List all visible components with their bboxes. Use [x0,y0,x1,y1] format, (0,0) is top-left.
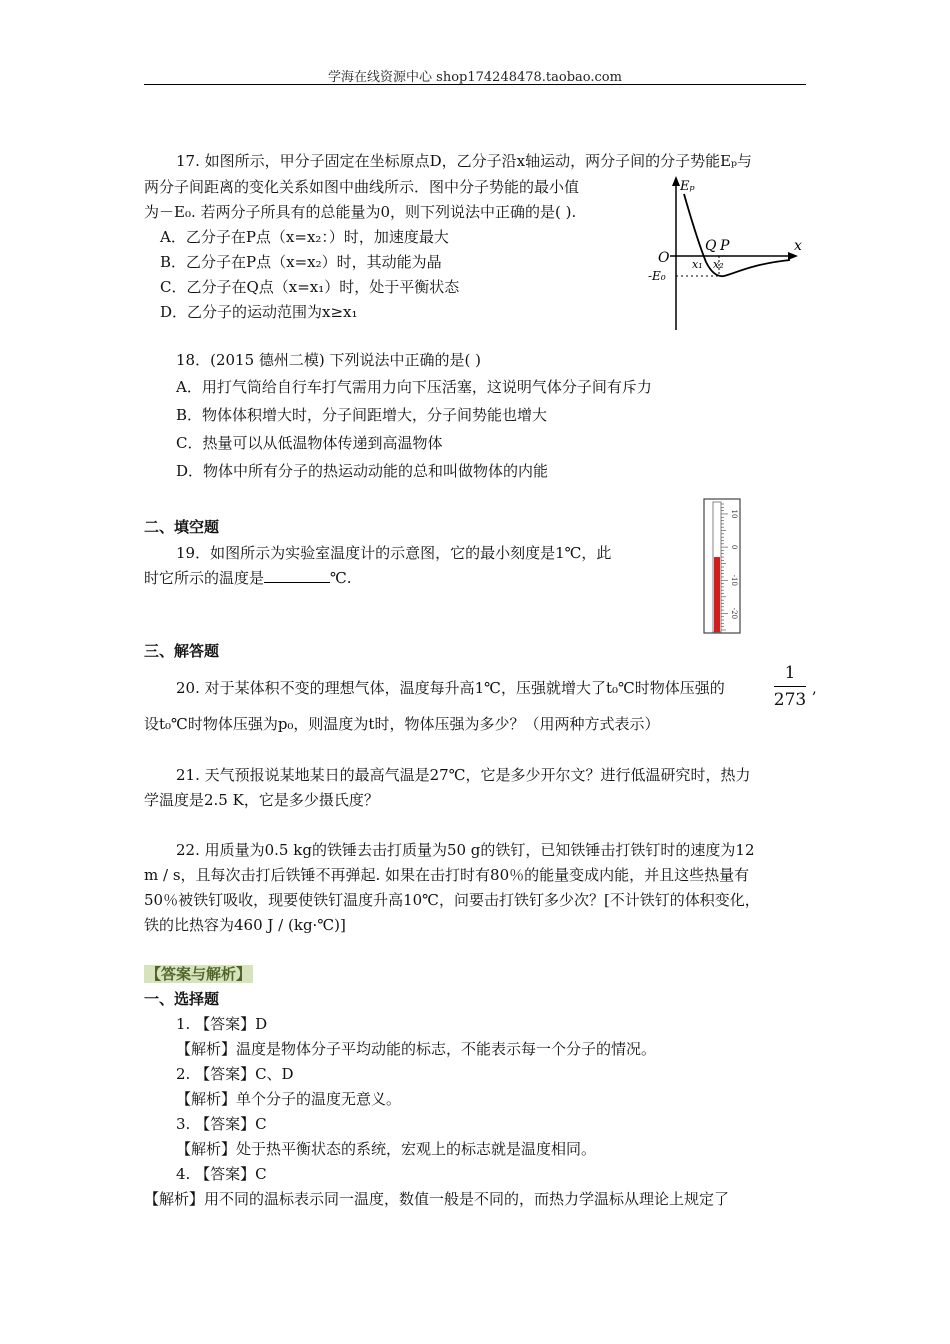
answers-section-1: 一、选择题 [144,990,220,1008]
q17-line1: 17. 如图所示，甲分子固定在坐标原点D，乙分子沿x轴运动，两分子间的分子势能Eₚ与 [176,152,753,170]
graph-e0-label: -E₀ [648,269,666,283]
fraction-numerator: 1 [784,663,796,683]
q17-line2: 两分子间距离的变化关系如图中曲线所示．图中分子势能的最小值 [144,178,580,196]
q18-option-d: D．物体中所有分子的热运动动能的总和叫做物体的内能 [176,462,549,480]
answers-title-wrap [144,964,253,984]
graph-x1-label: x₁ [692,258,703,271]
q17-option-a: A．乙分子在P点（x=x₂：）时，加速度最大 [160,228,449,246]
q19-answer-blank [264,568,330,583]
q19-unit: ℃. [330,569,352,587]
graph-x-label: x [794,238,802,254]
q17-option-b: B．乙分子在P点（x=x₂）时，其动能为晶 [160,253,442,271]
fraction-bar [774,686,806,687]
q18-line1: 18．(2015 德州二模) 下列说法中正确的是( ) [176,351,481,369]
q20-line1: 20. 对于某体积不变的理想气体，温度每升高1℃，压强就增大了t₀℃时物体压强的 [176,679,725,697]
explanation-3: 【解析】处于热平衡状态的系统，宏观上的标志就是温度相同。 [176,1140,597,1158]
thermometer-label: -20 [730,607,738,620]
page-header: 学海在线资源中心 shop174248478.taobao.com [328,70,622,85]
graph-p-label: P [720,238,730,254]
answer-3: 3. 【答案】C [176,1115,267,1133]
thermometer-label: 0 [730,544,738,550]
thermometer-label: 10 [730,509,738,519]
q18-option-a: A．用打气筒给自行车打气需用力向下压活塞，这说明气体分子间有斥力 [176,378,652,396]
section-2-title: 二、填空题 [144,518,220,536]
q17-line3: 为－E₀. 若两分子所具有的总能量为0，则下列说法中正确的是( ). [144,203,577,221]
explanation-4: 【解析】用不同的温标表示同一温度，数值一般是不同的，而热力学温标从理论上规定了 [144,1190,730,1208]
q19-line2 [144,568,352,588]
graph-q-label: Q [705,238,717,254]
q19-line1: 19．如图所示为实验室温度计的示意图，它的最小刻度是1℃，此 [176,544,612,562]
q18-option-b: B．物体体积增大时，分子间距增大，分子间势能也增大 [176,406,548,424]
thermometer-liquid [714,557,720,632]
q20-line2: 设t₀℃时物体压强为p₀，则温度为t时，物体压强为多少？（用两种方式表示） [144,715,660,733]
q21-line2: 学温度是2.5 K，它是多少摄氏度？ [144,791,379,809]
answer-2: 2. 【答案】C、D [176,1065,294,1083]
fraction-denominator: 273 [773,690,807,710]
q18-option-c: C．热量可以从低温物体传递到高温物体 [176,434,443,452]
q21-line1: 21. 天气预报说某地某日的最高气温是27℃，它是多少开尔文？进行低温研究时，热力 [176,766,751,784]
graph-y-label: Eₚ [680,179,695,194]
answer-4: 4. 【答案】C [176,1165,267,1183]
q19-line2-text: 时它所示的温度是 [144,569,265,587]
thermometer-label: -10 [730,574,738,586]
q20-fraction [770,662,810,711]
answers-title: 【答案与解析】 [146,965,252,983]
graph-y-arrow [672,176,680,186]
potential-energy-graph [640,172,810,332]
q20-comma: , [812,679,817,697]
graph-origin-label: O [658,250,670,266]
explanation-2: 【解析】单个分子的温度无意义。 [176,1090,402,1108]
thermometer [703,498,741,634]
answer-1: 1. 【答案】D [176,1015,268,1033]
header-rule [144,84,806,85]
section-3-title: 三、解答题 [144,642,220,660]
q17-option-c: C．乙分子在Q点（x=x₁）时，处于平衡状态 [160,278,460,296]
q22-line4: 铁的比热容为460 J / (kg·℃)] [144,916,346,934]
q17-option-d: D．乙分子的运动范围为x≥x₁ [160,303,358,321]
q22-line1: 22. 用质量为0.5 kg的铁锤去击打质量为50 g的铁钉，已知铁锤击打铁钉时的速度为12 [176,841,755,859]
explanation-1: 【解析】温度是物体分子平均动能的标志，不能表示每一个分子的情况。 [176,1040,657,1058]
q22-line3: 50％被铁钉吸收，现要使铁钉温度升高10℃，问要击打铁钉多少次？[不计铁钉的体积变化， [144,891,760,909]
q22-line2: m / s，且每次击打后铁锤不再弹起. 如果在击打时有80％的能量变成内能，并且这些热量有 [144,866,750,884]
graph-x2-label: x₂ [713,258,724,271]
